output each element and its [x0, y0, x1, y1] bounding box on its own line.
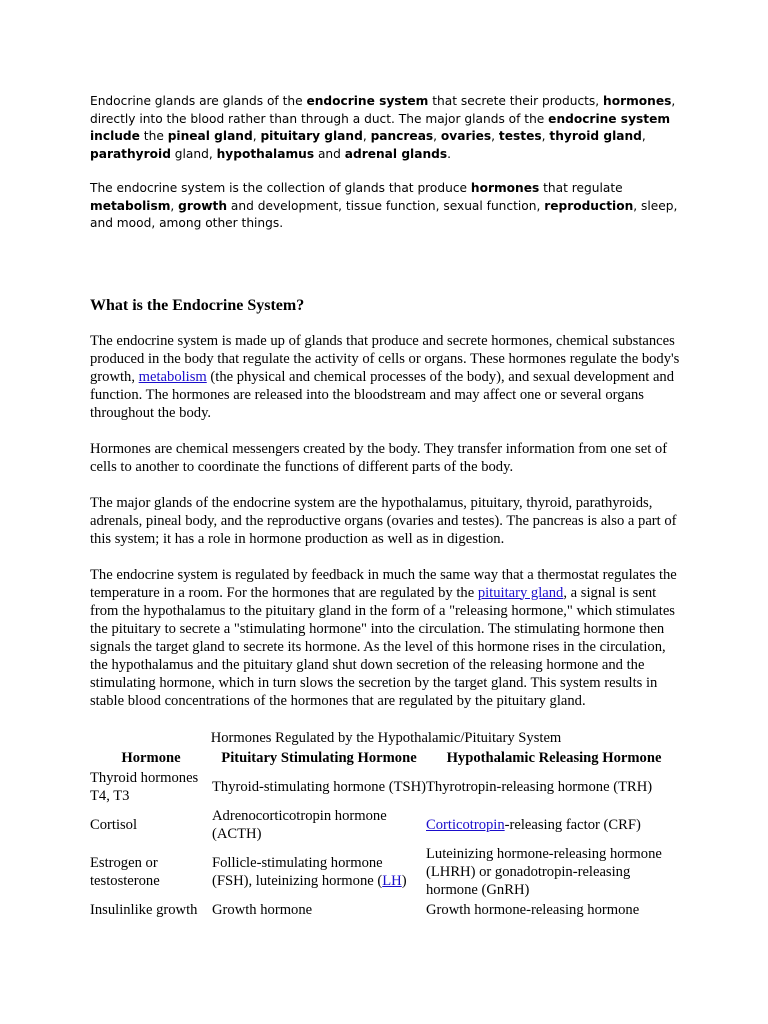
bold-term: hormones — [603, 94, 672, 108]
cell-hypothalamic-releasing-hormone — [426, 768, 682, 806]
cell-pituitary-stimulating-hormone — [212, 768, 426, 806]
bold-term: testes — [498, 129, 542, 143]
bold-term: adrenal glands — [344, 146, 448, 161]
text-run: , — [491, 129, 499, 143]
body-paragraph-3: The major glands of the endocrine system are the hypothalamus, pituitary, thyroid, parathyroids, adrenals, pineal body, and the reproductive organs (ovaries and testes). The pancreas is also a part of this system; it has a role in hormone production as well as in digestion. — [90, 494, 677, 547]
text-run: that secrete their products, — [428, 94, 604, 108]
bold-term: thyroid gland — [549, 129, 642, 143]
body-p1-text-after: (the physical and chemical processes of the body), and sexual development and function. The hormones are released into the bloodstream and may affect one or several organs throughout the body. — [90, 368, 675, 421]
text-run: , — [362, 129, 371, 143]
corticotropin-link[interactable]: Corticotropin — [426, 816, 505, 833]
bold-term: reproduction — [544, 198, 634, 213]
text-run: , — [170, 198, 179, 213]
cell-pituitary-stimulating-hormone — [212, 900, 426, 920]
cell-text: Thyrotropin-releasing hormone (TRH) — [426, 778, 653, 795]
cell-text: Luteinizing hormone-releasing hormone (LHRH) or gonadotropin-releasing hormone (GnRH) — [426, 845, 662, 898]
cell-hypothalamic-releasing-hormone — [426, 844, 682, 900]
cell-text: -releasing factor (CRF) — [504, 816, 641, 833]
intro-paragraph-1 — [90, 93, 682, 163]
body-paragraph-1 — [90, 332, 682, 422]
bold-term: endocrine system — [306, 94, 429, 108]
bold-term: metabolism — [90, 198, 171, 213]
cell-text: Follicle-stimulating hormone (FSH), luteinizing hormone ( — [212, 854, 383, 889]
bold-term: pituitary gland — [260, 129, 363, 143]
table-body — [90, 768, 682, 920]
cell-hypothalamic-releasing-hormone — [426, 900, 682, 920]
text-run: gland, — [170, 146, 217, 161]
cell-hormone: Estrogen or testosterone — [90, 854, 160, 889]
table-row — [90, 806, 682, 844]
text-run: , — [541, 129, 550, 143]
text-run: , — [433, 129, 441, 143]
text-run: , — [641, 129, 646, 143]
cell-text: Growth hormone-releasing hormone — [426, 901, 640, 918]
bold-term: parathyroid — [90, 146, 171, 161]
text-run: The endocrine system is the collection of glands that produce — [90, 181, 471, 195]
cell-pituitary-stimulating-hormone — [212, 806, 426, 844]
cell-hormone: Cortisol — [90, 816, 138, 833]
cell-text: Growth hormone — [212, 901, 313, 918]
text-run: and development, tissue function, sexual function, — [227, 198, 545, 213]
table-header-row — [90, 748, 682, 768]
table-row — [90, 768, 682, 806]
body-p1-text-before: The endocrine system is made up of glands that produce and secrete hormones, chemical substances produced in the body that regulate the activity of cells or organs. These hormones regulate the body's growth, — [90, 332, 680, 385]
bold-term: ovaries — [440, 129, 492, 143]
bold-term: pineal gland — [167, 129, 253, 143]
body-paragraph-2: Hormones are chemical messengers created by the body. They transfer information from one set of cells to another to coordinate the functions of different parts of the body. — [90, 440, 668, 475]
text-run: , directly into the blood rather than through a duct. The major glands of the — [90, 94, 676, 126]
table-caption: Hormones Regulated by the Hypothalamic/Pituitary System — [210, 729, 562, 746]
body-paragraph-4 — [90, 566, 682, 710]
cell-text: Thyroid-stimulating hormone (TSH) — [212, 778, 427, 795]
bold-term: hypothalamus — [216, 146, 315, 161]
body-p4-text-before: The endocrine system is regulated by feedback in much the same way that a thermostat regulates the temperature in a room. For the hormones that are regulated by the — [90, 566, 677, 601]
table-row — [90, 844, 682, 900]
text-run: . — [447, 146, 451, 161]
header-hypothalamic-releasing-hormone: Hypothalamic Releasing Hormone — [446, 749, 662, 766]
bold-term: growth — [178, 198, 228, 213]
text-run: Endocrine glands are glands of the — [90, 94, 307, 108]
table-row — [90, 900, 682, 920]
cell-hypothalamic-releasing-hormone — [426, 806, 682, 844]
metabolism-link[interactable]: metabolism — [138, 368, 207, 385]
section-heading: What is the Endocrine System? — [90, 296, 305, 314]
cell-hormone: Thyroid hormones T4, T3 — [90, 769, 199, 804]
lh-link[interactable]: LH — [382, 872, 402, 889]
text-run: and — [314, 146, 345, 161]
body-p4-text-after: , a signal is sent from the hypothalamus to the pituitary gland in the form of a "releasing hormone," which stimulates the pituitary to secrete a "stimulating hormone" into the circulation. The stimulating hormone then signals the target gland to secrete its hormone. As the level of this hormone rises in the circulation, the hypothalamus and the pituitary gland shut down secretion of the releasing hormone and the stimulating hormone, which in turn slows the secretion by the target gland. This system results in stable blood concentrations of the hormones that are regulated by the pituitary gland. — [90, 584, 675, 709]
bold-term: pancreas — [370, 129, 434, 143]
header-pituitary-stimulating-hormone: Pituitary Stimulating Hormone — [221, 749, 417, 766]
pituitary-gland-link[interactable]: pituitary gland — [477, 584, 564, 601]
text-run: that regulate — [539, 181, 623, 195]
intro-paragraph-2 — [90, 180, 682, 233]
cell-pituitary-stimulating-hormone — [212, 844, 426, 900]
text-run: , — [252, 129, 261, 143]
hormones-table — [90, 748, 682, 920]
cell-hormone: Insulinlike growth — [90, 901, 198, 918]
cell-text: ) — [401, 872, 407, 889]
text-run: the — [139, 129, 168, 143]
header-hormone: Hormone — [121, 749, 181, 766]
text-run: , sleep, and mood, among other things. — [90, 198, 678, 230]
cell-text: Adrenocorticotropin hormone (ACTH) — [212, 807, 387, 842]
bold-term: hormones — [470, 181, 540, 195]
document-page — [90, 93, 682, 920]
bold-term: endocrine system include — [90, 111, 671, 143]
